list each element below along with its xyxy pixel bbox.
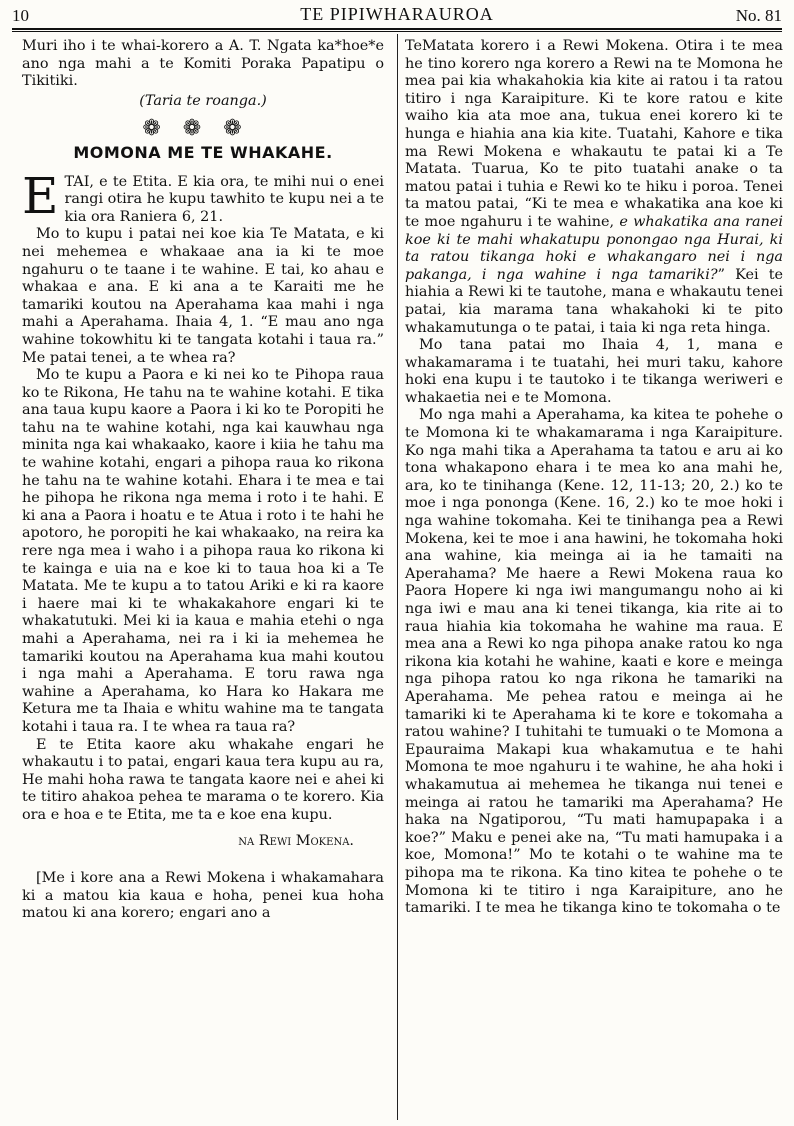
page-number: 10 — [12, 6, 29, 25]
left-column — [22, 38, 384, 923]
reply-paragraph: Mo tana patai mo Ihaia 4, 1, mana e whakamarama i te tuatahi, hei muri taku, kahore hoki ena kupu i te tautoko i te tikanga weriweri e whakaetia nei e te Momona. — [405, 337, 783, 406]
reply-text-end: ” Kei te hiahia a Rewi ki te tautohe, mana e whakautu tenei patai, kia marama tana whakahoki ki te pito whakamutunga o te patai, i taia ki nga reta hinga. — [405, 266, 784, 336]
reply-paragraph: Mo nga mahi a Aperahama, ka kitea te pohehe o te Momona ki te whakamarama i nga Karaipiture. Ko nga mahi tika a Aperahama ta tatou e aru ai ko tona whakapono ehara i te mea ko ana mahi he, ara, ko te tinihanga (Kene. 12, 11-13; 20, 2.) ko te moe i nga ponongа (Kene. 16, 2.) ko te moe hoki i nga wahine tokomaha. Kei te tinihanga pea a Rewi Mokena, kei te moe i ana hawini, he tokomaha hoki ana wahine, kia meinga ai ia he tamaiti na Aperahama? Me haere a Rewi Mokena raua ko Paora Hopere ki nga iwi mangumangu noho ai ki nga iwi e mau ana ki tenei tikanga, kia rite ai to raua hiahia kia tokomaha he wahine ma raua. E mea ana a Rewi ko nga pihopa anake ratou ko nga rikona kia kotahi he wahine, kaati e kore e meinga nga pihopa ratou ko nga rikona he tamariki na Aperahama. Me pehea ratou e meinga ai he tamariki ki te Aperahama ki te kore e tokomaha a ratou wahine? I tuhitahi te tumuaki o te Momona a Epauraima Makapi kua whakamutua e te hahi Momona te moe ngahuru i te wahine, he aha hoki i whakamutua ai mehemea he tikanga nui tenei e meinga ai ratou he tamariki ma Aperahama? He haka na Ngatiporou, “Tu mati hamupapaka i a koe?” Maku e penei ake na, “Tu mati hamupaka i a koe, Momona!” Mo te kotahi o te wahine ma te pihopa ma te rikona. Ka tino kitea te pohehe o te Momona ki te titiro i nga Karaipiture, ano he tamariki. I te mea he tikanga kino te tokomaha o te — [405, 407, 783, 917]
drop-cap: E — [22, 166, 59, 225]
page-header — [12, 4, 782, 28]
letter-paragraph — [22, 166, 385, 227]
right-column — [405, 38, 783, 918]
article-heading: MOMONA ME TE WHAKAHE. — [73, 142, 333, 162]
letter-signature: na Rewi Mokena. — [238, 832, 354, 849]
reply-paragraph — [405, 38, 783, 337]
flower-ornament-icon: ❁ — [182, 116, 224, 142]
reply-quote: “Ki te mea e whakatika ana koe ki te moe ngahuru i te wahine, — [405, 196, 783, 230]
flower-ornament-icon: ❁ — [223, 116, 264, 142]
flower-ornament-icon: ❁ — [142, 116, 183, 142]
letter-paragraph: E te Etita kaore aku whakahe engari he whakautu i to patai, engari kaua tera kupu au ra, He mahi hoha rawa te tangata kaore nei e ahei ki te titiro ahakoa pehea te marama o te korero. Kia ora e hoa e te Etita, me ta e koe ena kupu. — [22, 736, 385, 823]
ornament-row — [22, 116, 384, 142]
letter-paragraph: Mo to kupu i patai nei koe kia Te Matata, e ki nei mehemea e whakaae ana ia ki te moe ngahuru o te taane i te wahine. E tai, ko ahau e whakaa e ana. E ki ana a te Karaiti me he tamariki koutou na Aperahama kaa mahi i nga mahi a Aperahama. Ihaia 4, 1. “E mau ano nga wahine tokowhitu ki te tangata kotahi i taua ra.” Me patai tenei, a te whea ra? — [22, 226, 384, 366]
issue-number: No. 81 — [735, 6, 782, 25]
cheer-line: (Taria te roanga.) — [139, 92, 267, 109]
intro-paragraph: Muri iho i te whai-korero a A. T. Ngata ka*hoe*e ano nga mahi a te Komiti Poraka Papatipu o Tikitiki. — [22, 38, 384, 90]
letter-paragraph: Mo te kupu a Paora e ki nei ko te Pihopa raua ko te Rikona, He tahu na te wahine kotahi. E tika ana taua kupu kaore a Paora i ki ko te Poropiti he tahu na te wahine kotahi, nga kai kauwhau nga minita nga kai whakaako, kaore i kiia he tahu ma te wahine kotahi, engari a pihopa raua ko rikona he tahu na te wahine kotahi. Ehara i te mea e tai he pihopa he rikona nga mema i roto i te hahi. E ki ana a Paora i hoatu e te Atua i roto i te hahi he apotoro, he poropiti he kai whakaako, na reira ka rere nga mea i waho i a pihopa raua ko rikona ki te kainga e uia na e koe ki to taua hoa ki a Te Matata. Me te kupu a to tatou Ariki e ki ra kaore i haere mai ki te whakakahore engari ki te whakatutuki. Mei ki ia kaua e mahia etehi o nga mahi a Aperahama, nei ra i ki ia mehemea he tamariki koutou na Aperahama kua mahi koutou i nga mahi a Aperahama. E toru rawa nga wahine a Aperahama, ko Hara ko Hakara me Ketura me ta Ihaia e whitu wahine ma te tangata kotahi i taua ra. I te whea ra taua ra? — [22, 367, 384, 735]
header-rule-thin — [12, 31, 782, 32]
reply-text: TeMatata korero i a Rewi Mokena. Otira i te mea he tino korero nga korero a Rewi na te Momona he mea pai kia whakahokia kia kite ai ratou i ta ratou titiro i nga Karaipiture. Ki te kore ratou e kite waiho kia ata moe ana, tukua enei korero ki te hunga e hiahia ana kia kite. Tuatahi, Kahore e tika ma Rewi Mokena e whakautu te patai ki a Te Matata. Tuarua, Ko te pito tuatahi anake o ta matou patai i tuhia e Rewi ko te hiku i poroa. Tenei ta matou patai, — [405, 38, 783, 213]
editor-reply-start: [Me i kore ana a Rewi Mokena i whakamahara ki a matou kia kaua e hoha, penei kua hoha matou ki ana korero; engari ano a — [22, 870, 384, 922]
letter-opening: TAI, e te Etita. E kia ora, te mihi nui o enei rangi otira he kupu tawhito te kupu nei a te kia ora Raniera 6, 21. — [64, 173, 385, 225]
reply-italic-quote: e whakatika ana ranei koe ki te mahi whakatupu ponongao nga Hurai, ki ta ratou tikanga hoki e whakangaro nei i nga pakanga, i nga wahine i nga tamariki? — [405, 213, 783, 283]
newspaper-title: TE PIPIWHARAUROA — [300, 4, 494, 24]
header-rule — [12, 28, 782, 30]
column-divider — [397, 34, 398, 1120]
